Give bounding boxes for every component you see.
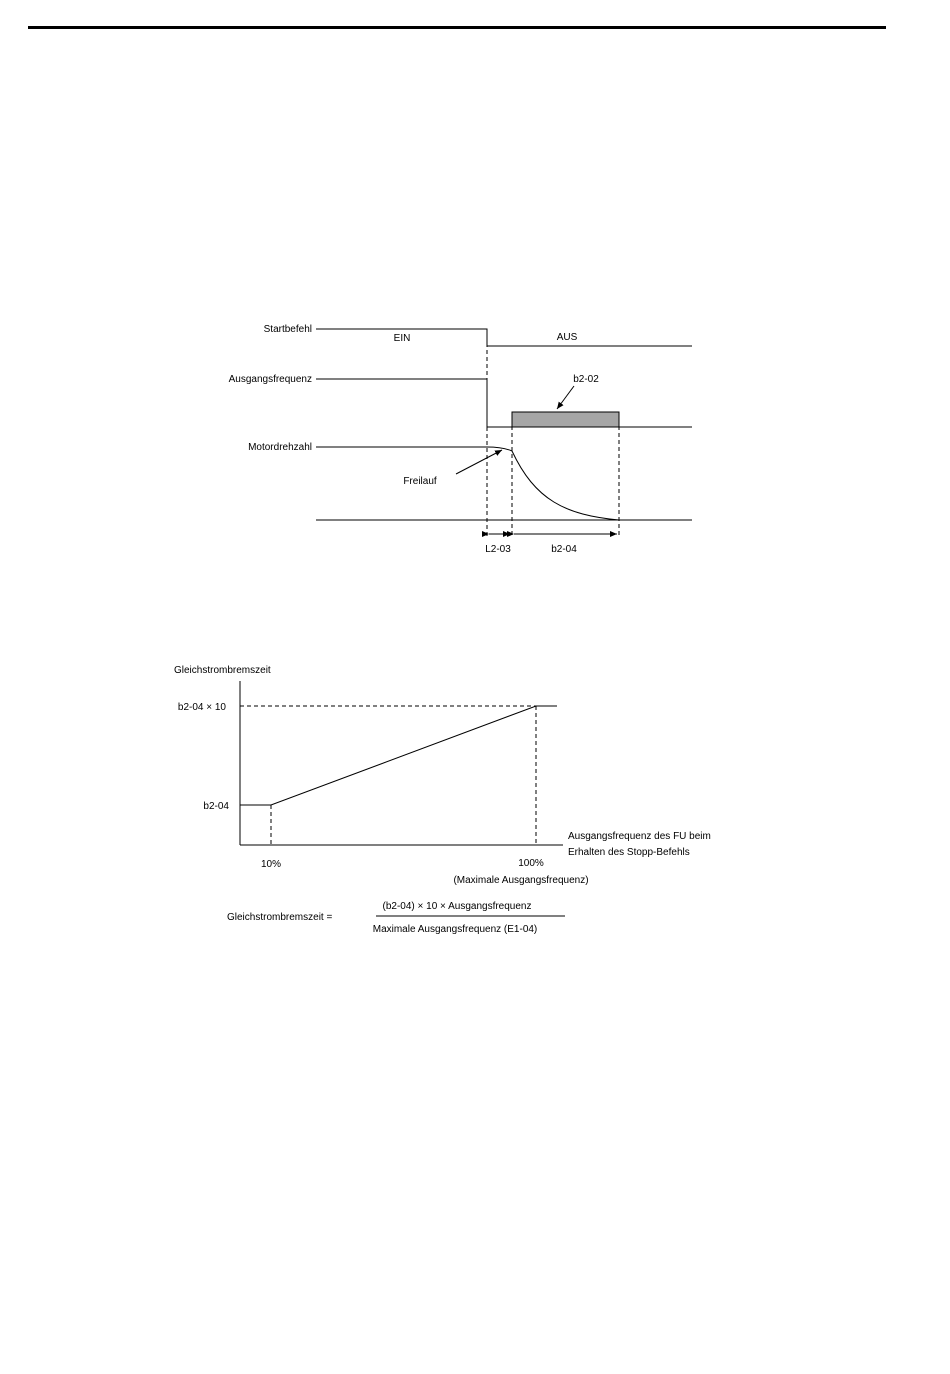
x-tick-low-label: 10% bbox=[260, 859, 282, 870]
coast-label: Freilauf bbox=[403, 476, 437, 487]
y-axis-label: Gleichstrombremszeit bbox=[174, 665, 271, 676]
timing-diagram bbox=[316, 329, 692, 536]
brake-time-curve bbox=[240, 706, 557, 805]
output-frequency-signal bbox=[316, 379, 692, 427]
dc-brake-current-label: b2-02 bbox=[573, 374, 599, 385]
x-tick-high-label: 100% bbox=[518, 858, 544, 869]
start-command-signal bbox=[316, 329, 692, 346]
motor-speed-curve bbox=[316, 447, 619, 520]
brake-time-graph bbox=[240, 681, 563, 845]
coast-leader-arrow bbox=[456, 450, 502, 474]
dc-brake-time-label: b2-04 bbox=[551, 544, 577, 555]
header-rule bbox=[28, 26, 886, 29]
motor-speed-label: Motordrehzahl bbox=[248, 442, 312, 453]
output-frequency-label: Ausgangsfrequenz bbox=[228, 374, 312, 385]
y-tick-top-label: b2-04 × 10 bbox=[177, 702, 226, 713]
b2-02-leader-arrow bbox=[557, 386, 574, 409]
off-label: AUS bbox=[556, 332, 578, 343]
x-axis-label-line2: Erhalten des Stopp-Befehls bbox=[568, 847, 690, 858]
y-tick-bottom-label: b2-04 bbox=[203, 801, 229, 812]
x-axis-label-line1: Ausgangsfrequenz des FU beim bbox=[568, 831, 711, 842]
dc-brake-bar bbox=[512, 412, 619, 427]
on-label: EIN bbox=[393, 333, 411, 344]
start-command-label: Startbefehl bbox=[263, 324, 312, 335]
min-baseblock-time-label: L2-03 bbox=[485, 544, 511, 555]
formula-denominator: Maximale Ausgangsfrequenz (E1-04) bbox=[372, 924, 538, 935]
formula-numerator: (b2-04) × 10 × Ausgangsfrequenz bbox=[382, 901, 532, 912]
formula-lhs: Gleichstrombremszeit = bbox=[227, 912, 333, 923]
x-tick-high-note: (Maximale Ausgangsfrequenz) bbox=[453, 875, 589, 886]
